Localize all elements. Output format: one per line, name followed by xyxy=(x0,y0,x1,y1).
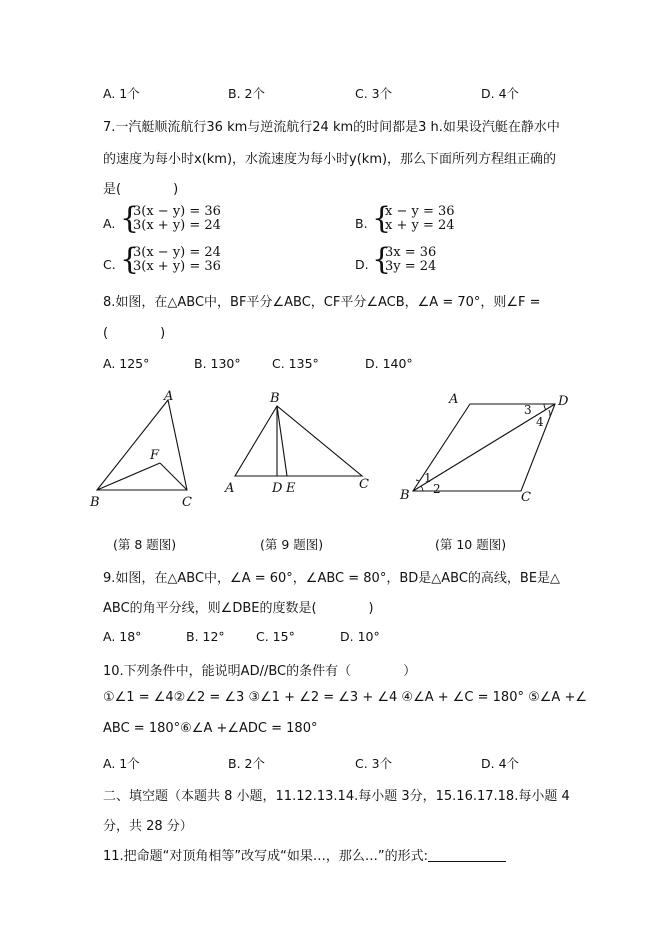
q7-option-a-eq2: 3(x + y) = 24 xyxy=(133,218,221,233)
q8-option-d: D. 140° xyxy=(365,356,413,371)
fig8-label-c: C xyxy=(182,495,192,510)
q10-option-d: D. 4个 xyxy=(481,756,520,771)
q6-option-d: D. 4个 xyxy=(481,86,520,101)
fig8-segment-bf xyxy=(97,463,160,490)
fig10-label-a: A xyxy=(449,392,459,407)
q7-option-c-brace: { xyxy=(120,242,140,277)
figure-10 xyxy=(399,392,569,505)
q7-option-b-brace: { xyxy=(372,201,392,236)
q9-option-c: C. 15° xyxy=(256,629,295,644)
figure-8 xyxy=(89,389,192,510)
q7-option-d-label: D. xyxy=(355,257,369,272)
q11-answer-blank[interactable] xyxy=(428,849,506,862)
fig8-label-b: B xyxy=(90,495,100,510)
fig8-caption: (第 8 题图) xyxy=(113,537,177,552)
fig10-angle-arc-2 xyxy=(421,486,423,491)
fig10-diagonal-bd xyxy=(413,404,555,491)
q11-text xyxy=(103,845,506,864)
fig10-label-1: 1 xyxy=(424,471,432,485)
q10-option-a: A. 1个 xyxy=(103,756,140,771)
q8-option-a: A. 125° xyxy=(103,356,150,371)
fig9-label-c: C xyxy=(359,477,369,492)
q11-prompt: 11.把命题“对顶角相等”改写成“如果…，那么…”的形式: xyxy=(103,849,428,864)
q6-option-b: B. 2个 xyxy=(228,86,265,101)
q7-line2: 的速度为每小时x(km)，水流速度为每小时y(km)，那么下面所列方程组正确的 xyxy=(103,152,557,167)
q10-option-c: C. 3个 xyxy=(355,756,393,771)
fig10-caption: (第 10 题图) xyxy=(435,537,507,552)
section2-heading-line2: 分，共 28 分） xyxy=(103,819,193,834)
section2-heading-line1: 二、填空题（本题共 8 小题，11.12.13.14.每小题 3分，15.16.17.18.每小题 4 xyxy=(103,789,570,804)
q7-option-a-eq1: 3(x − y) = 36 xyxy=(133,204,221,219)
q8-line2: ( ) xyxy=(103,326,166,341)
q10-line2: ①∠1 = ∠4②∠2 = ∠3 ③∠1 + ∠2 = ∠3 + ∠4 ④∠A + ∠C = 180° ⑤∠A +∠ xyxy=(103,690,587,705)
q7-option-d-eq1: 3x = 36 xyxy=(385,245,437,260)
q7-option-a-brace: { xyxy=(120,201,140,236)
fig8-segment-cf xyxy=(160,463,187,490)
fig10-angle-arc-4 xyxy=(549,410,550,416)
fig10-angle-arc-3 xyxy=(544,404,546,410)
figure-9 xyxy=(224,391,369,496)
fig10-label-b: B xyxy=(400,488,410,503)
q10-line3: ABC = 180°⑥∠A +∠ADC = 180° xyxy=(103,721,318,736)
q10-line1: 10.下列条件中，能说明AD//BC的条件有（ ） xyxy=(103,664,417,679)
q9-line2: ABC的角平分线，则∠DBE的度数是( ) xyxy=(103,601,374,616)
figures-svg xyxy=(80,385,600,515)
fig9-label-b: B xyxy=(270,391,280,406)
q9-option-d: D. 10° xyxy=(340,629,380,644)
fig10-label-2: 2 xyxy=(433,482,441,496)
q9-option-b: B. 12° xyxy=(186,629,225,644)
fig9-label-e: E xyxy=(286,481,296,496)
fig9-bisector-be xyxy=(277,406,287,476)
q7-line3: 是( ) xyxy=(103,182,179,197)
q7-option-b-label: B. xyxy=(355,216,368,231)
q7-option-c-eq1: 3(x − y) = 24 xyxy=(133,245,221,260)
q7-line1: 7.一汽艇顺流航行36 km与逆流航行24 km的时间都是3 h.如果设汽艇在静水中 xyxy=(103,120,560,135)
q7-option-c-label: C. xyxy=(103,257,116,272)
fig10-label-4: 4 xyxy=(536,415,544,429)
fig10-label-c: C xyxy=(521,490,531,505)
q7-option-b-eq2: x + y = 24 xyxy=(385,218,455,233)
fig8-label-a: A xyxy=(164,389,174,404)
fig9-triangle-abc xyxy=(235,406,362,476)
q6-option-c: C. 3个 xyxy=(355,86,393,101)
fig10-label-d: D xyxy=(558,394,569,409)
fig10-label-3: 3 xyxy=(524,403,532,417)
q10-option-b: B. 2个 xyxy=(228,756,265,771)
fig9-caption: (第 9 题图) xyxy=(260,537,324,552)
q7-option-b-eq1: x − y = 36 xyxy=(385,204,455,219)
q8-option-b: B. 130° xyxy=(194,356,241,371)
q7-option-c-eq2: 3(x + y) = 36 xyxy=(133,259,221,274)
fig10-angle-arc-1 xyxy=(416,480,419,481)
q7-option-d-brace: { xyxy=(372,242,392,277)
fig9-label-a: A xyxy=(225,481,235,496)
q7-option-a-label: A. xyxy=(103,216,116,231)
fig8-label-f: F xyxy=(150,448,160,463)
fig9-label-d: D xyxy=(272,481,283,496)
q7-option-d-eq2: 3y = 24 xyxy=(385,259,437,274)
q9-option-a: A. 18° xyxy=(103,629,142,644)
q8-line1: 8.如图，在△ABC中，BF平分∠ABC，CF平分∠ACB，∠A = 70°，则∠F = xyxy=(103,295,541,310)
q8-option-c: C. 135° xyxy=(272,356,319,371)
q9-line1: 9.如图，在△ABC中，∠A = 60°，∠ABC = 80°，BD是△ABC的高线，BE是△ xyxy=(103,571,561,586)
q6-option-a: A. 1个 xyxy=(103,86,140,101)
